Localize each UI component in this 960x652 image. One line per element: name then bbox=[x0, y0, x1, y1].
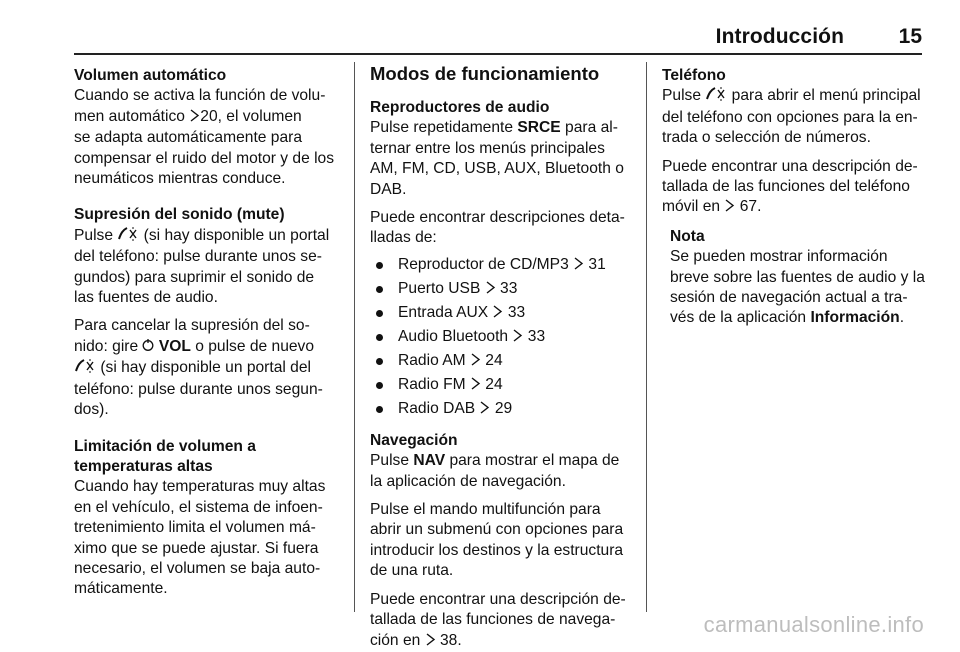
phone-mute-icon bbox=[705, 87, 727, 107]
column-divider-2 bbox=[646, 62, 647, 612]
section-title-limitacion-l2: temperaturas altas bbox=[74, 457, 213, 475]
page-title: Introducción bbox=[715, 25, 844, 48]
arrow-reference-icon bbox=[479, 400, 490, 420]
paragraph-telefono-1: Pulse para abrir el menú principal del teléfono con opciones para la en- trada o selección de números. bbox=[662, 87, 921, 147]
list-item: Reproductor de CD/MP3 31 bbox=[370, 255, 634, 279]
section-title-supresion: Supresión del sonido (mute) bbox=[74, 206, 285, 224]
paragraph-telefono-2: Puede encontrar una descripción de- tallada de las funciones del teléfono móvil en 67. bbox=[662, 157, 928, 219]
bullet-icon bbox=[376, 358, 383, 365]
paragraph-supresion-2: Para cancelar la supresión del so- nido: gire VOL o pulse de nuevo (si hay disponible un portal del teléfono: pulse durante unos segun- dos). bbox=[74, 317, 323, 419]
page-header bbox=[0, 0, 960, 56]
section-title-telefono: Teléfono bbox=[662, 67, 726, 84]
phone-mute-icon bbox=[117, 227, 139, 247]
list-item: Entrada AUX 33 bbox=[370, 303, 634, 327]
rotary-knob-icon bbox=[142, 338, 154, 358]
list-item: Radio AM 24 bbox=[370, 351, 634, 375]
arrow-reference-icon bbox=[573, 256, 584, 276]
column-3 bbox=[662, 66, 928, 329]
list-item: Audio Bluetooth 33 bbox=[370, 327, 634, 351]
arrow-reference-icon bbox=[512, 328, 523, 348]
paragraph-supresion-1: Pulse (si hay disponible un portal del teléfono: pulse durante unos se- gundos) para suprimir el sonido de las fuentes de audio. bbox=[74, 226, 330, 307]
paragraph-limitacion: Cuando hay temperaturas muy altas en el vehículo, el sistema de infoen- tretenimiento limita el volumen má- ximo que se puede ajustar. Si fuera necesario, el volumen se baja auto- máticamente. bbox=[74, 478, 326, 598]
arrow-reference-icon bbox=[189, 108, 200, 128]
paragraph-navegacion-1: Pulse NAV para mostrar el mapa de la aplicación de navegación. bbox=[370, 452, 620, 490]
note-title: Nota bbox=[670, 227, 705, 245]
list-item: Radio FM 24 bbox=[370, 375, 634, 399]
arrow-reference-icon bbox=[470, 376, 481, 396]
arrow-reference-icon bbox=[485, 280, 496, 300]
header-divider bbox=[74, 53, 922, 55]
section-title-limitacion-l1: Limitación de volumen a bbox=[74, 437, 256, 455]
paragraph-navegacion-3: Puede encontrar una descripción de- tallada de las funciones de navega- ción en 38. bbox=[370, 590, 634, 652]
modes-list bbox=[370, 255, 634, 423]
arrow-reference-icon bbox=[492, 304, 503, 324]
bullet-icon bbox=[376, 310, 383, 317]
section-title-reproductores: Reproductores de audio bbox=[370, 99, 550, 116]
list-item: Radio DAB 29 bbox=[370, 399, 634, 423]
bullet-icon bbox=[376, 406, 383, 413]
list-item: Puerto USB 33 bbox=[370, 279, 634, 303]
phone-mute-icon bbox=[74, 359, 96, 379]
paragraph-reproductores-1: Pulse repetidamente SRCE para al- ternar entre los menús principales AM, FM, CD, USB, AUX, Bluetooth o DAB. bbox=[370, 119, 624, 198]
bullet-icon bbox=[376, 286, 383, 293]
arrow-reference-icon bbox=[724, 198, 735, 218]
paragraph-reproductores-2: Puede encontrar descripciones deta- lladas de: bbox=[370, 209, 625, 247]
bullet-icon bbox=[376, 262, 383, 269]
note-box: Nota Se pueden mostrar información breve sobre las fuentes de audio y la sesión de navegación actual a tra- vés de la aplicación Información. bbox=[670, 227, 928, 329]
column-divider-1 bbox=[354, 62, 355, 612]
watermark: carmanualsonline.info bbox=[703, 612, 924, 637]
column-2 bbox=[370, 62, 634, 652]
section-title-volumen-automatico: Volumen automático bbox=[74, 67, 227, 84]
arrow-reference-icon bbox=[470, 352, 481, 372]
main-section-title: Modos de funcionamiento bbox=[370, 63, 600, 84]
paragraph-volumen-automatico: Cuando se activa la función de volu- men automático 20, el volumen se adapta automáticamente para compensar el ruido del motor y de los neumáticos mientras conduce. bbox=[74, 87, 335, 188]
column-1 bbox=[74, 66, 340, 600]
bullet-icon bbox=[376, 334, 383, 341]
bullet-icon bbox=[376, 382, 383, 389]
section-title-navegacion: Navegación bbox=[370, 431, 458, 449]
paragraph-navegacion-2: Pulse el mando multifunción para abrir un submenú con opciones para introducir los destinos y la estructura de una ruta. bbox=[370, 501, 624, 580]
page-number: 15 bbox=[898, 25, 922, 48]
